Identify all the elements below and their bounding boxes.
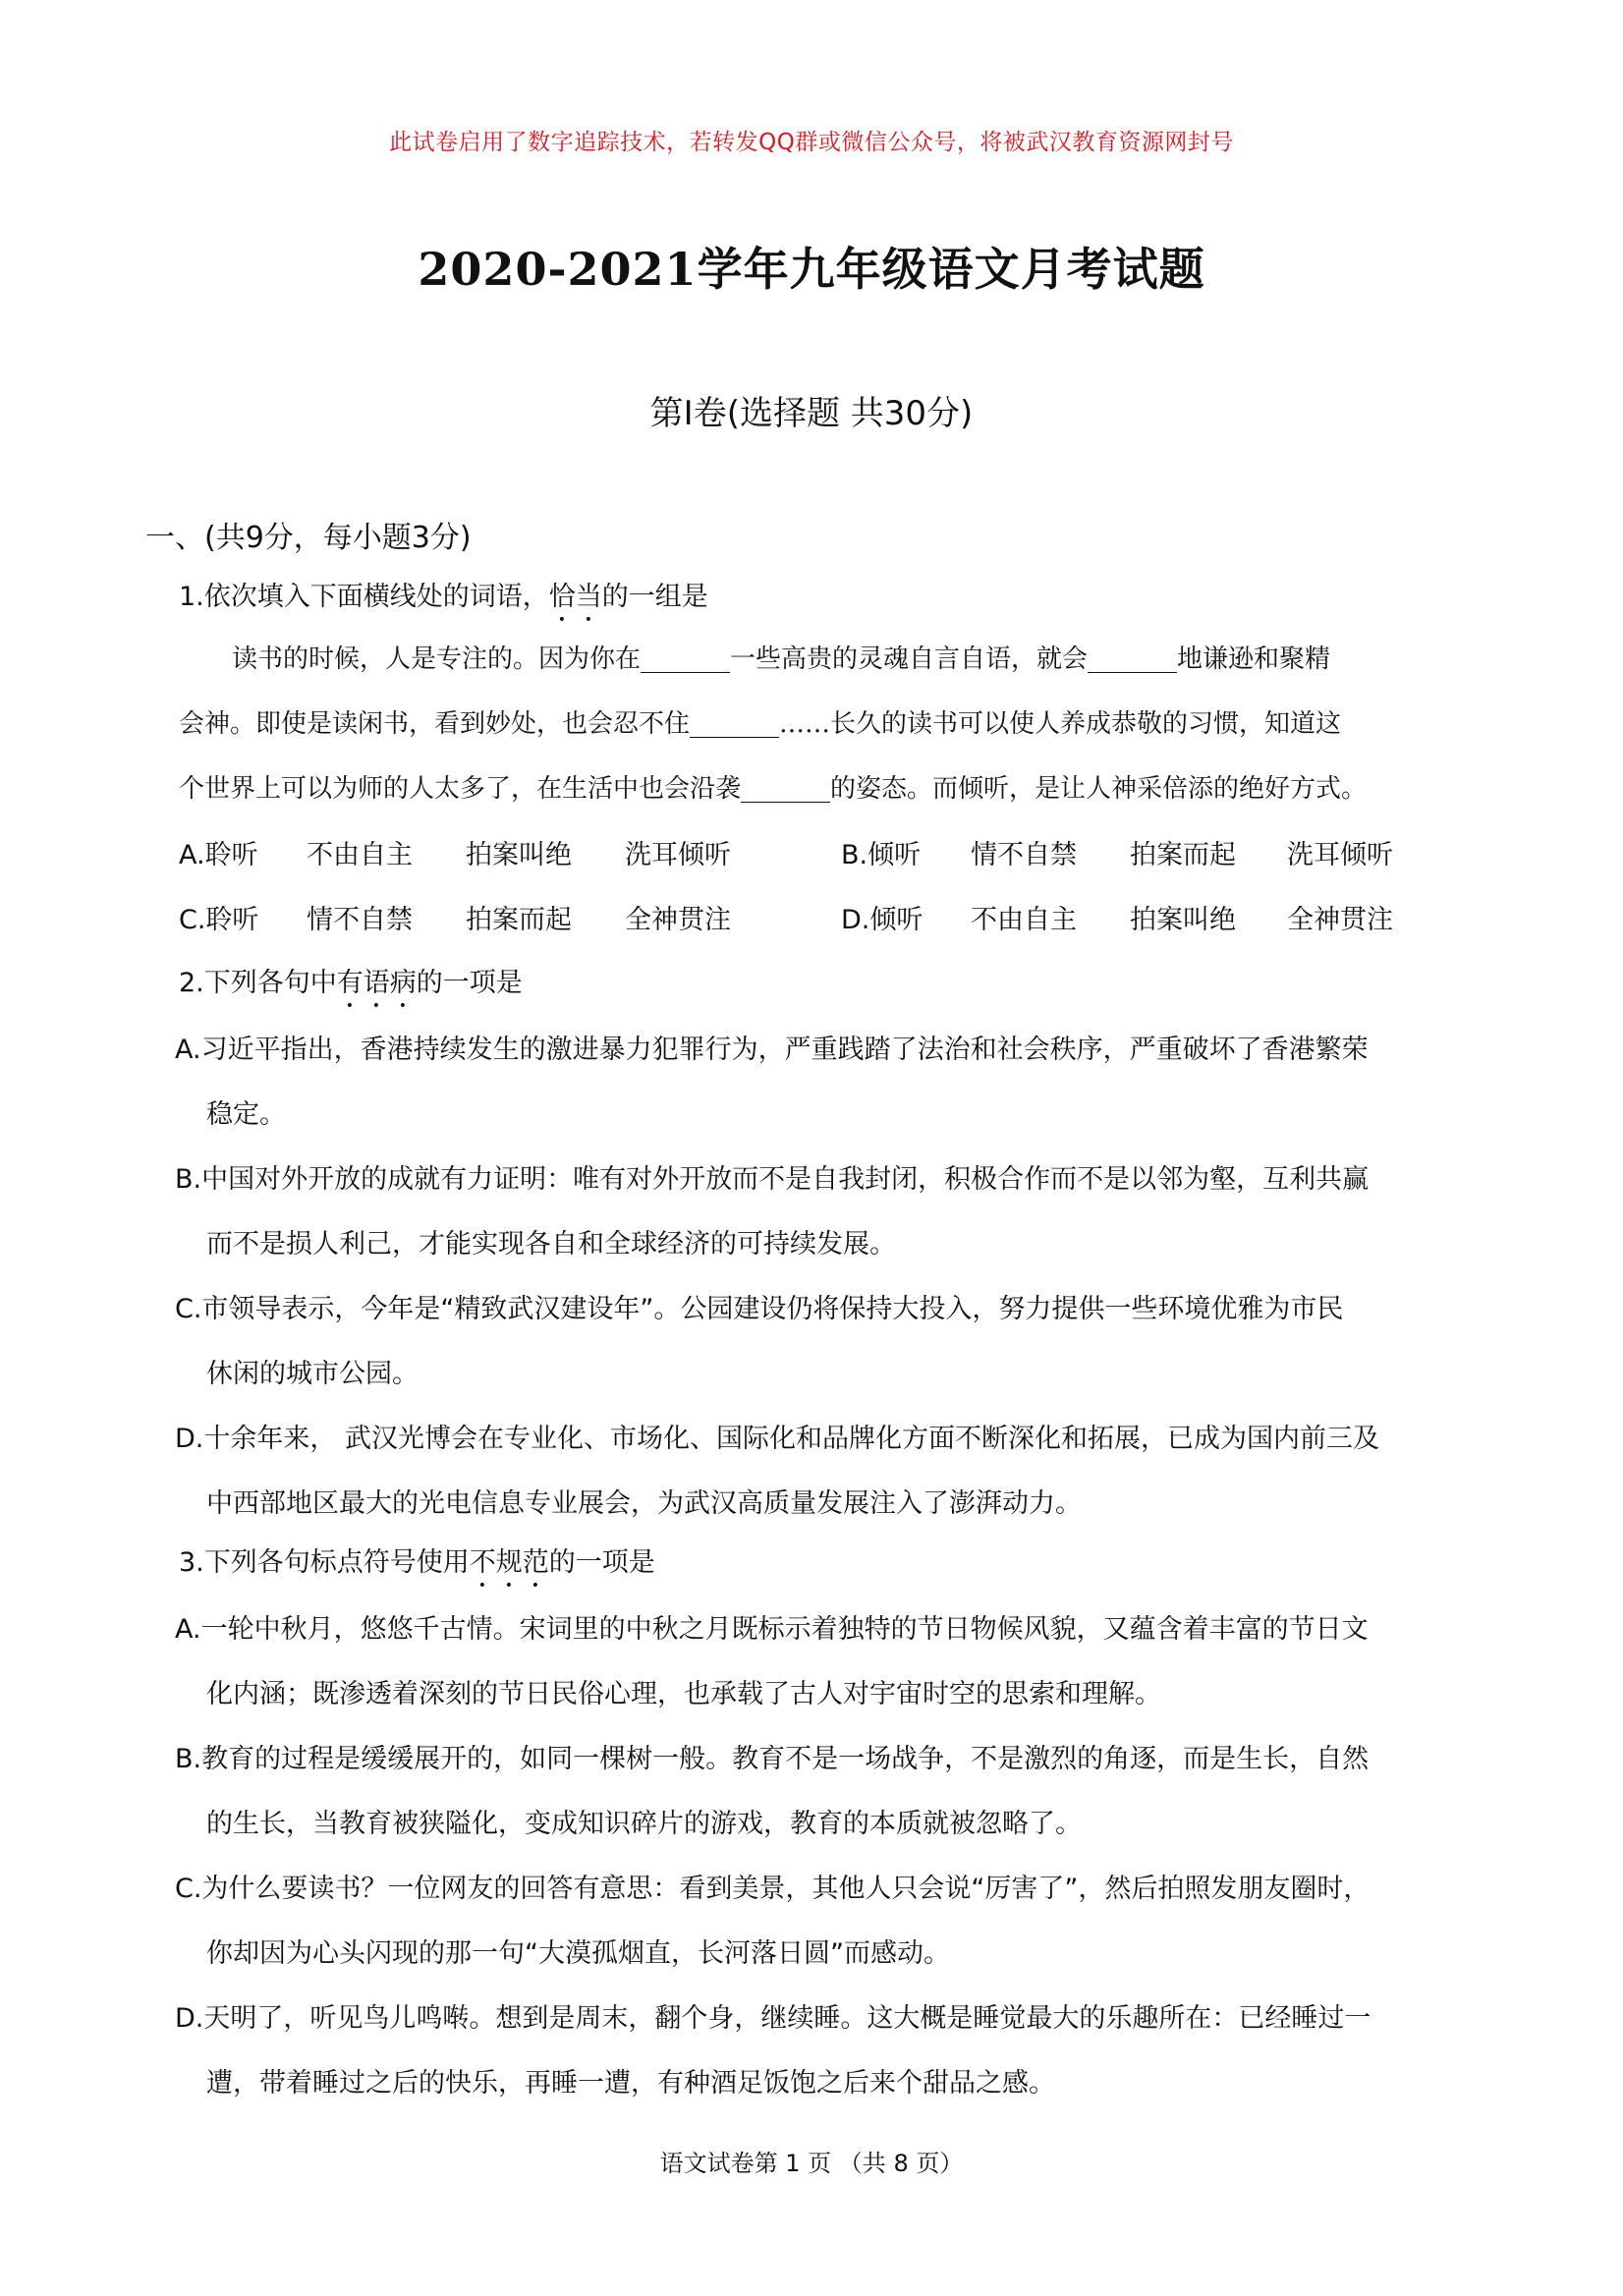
q2-option-line: 稳定。	[206, 1099, 286, 1130]
q2-option-line: B.中国对外开放的成就有力证明：唯有对外开放而不是自我封闭，积极合作而不是以邻为壑，互利共赢	[175, 1164, 1370, 1195]
q1-option-c-label: C.聆听	[179, 905, 259, 935]
q1-option-d-label: D.倾听	[841, 905, 923, 935]
q1-option-b-label: B.倾听	[841, 840, 922, 870]
question-2-prefix: 2.下列各句中	[179, 968, 337, 998]
question-3-emphasis: 不规范	[469, 1547, 549, 1578]
q2-option-line: 而不是损人利己，才能实现各自和全球经济的可持续发展。	[206, 1229, 896, 1260]
q2-option-line: D.十余年来， 武汉光博会在专业化、市场化、国际化和品牌化方面不断深化和拓展，已成为国内前三及	[175, 1424, 1379, 1454]
q2-option-line: A.习近平指出，香港持续发生的激进暴力犯罪行为，严重践踏了法治和社会秩序，严重破坏了香港繁荣	[175, 1035, 1369, 1065]
question-2-stem	[179, 961, 523, 1014]
question-3-prefix: 3.下列各句标点符号使用	[179, 1547, 470, 1578]
q2-option-line: 休闲的城市公园。	[206, 1359, 419, 1389]
q3-option-line: D.天明了，听见鸟儿鸣啭。想到是周末，翻个身，继续睡。这大概是睡觉最大的乐趣所在：已经睡过一	[175, 2003, 1371, 2034]
q3-option-line: 的生长，当教育被狭隘化，变成知识碎片的游戏，教育的本质就被忽略了。	[206, 1809, 1082, 1839]
q1-option-a-label: A.聆听	[179, 840, 258, 870]
q1-option-a-word: 洗耳倾听	[625, 840, 731, 870]
q3-option-line: 化内涵；既渗透着深刻的节日民俗心理，也承载了古人对宇宙时空的思索和理解。	[206, 1679, 1161, 1709]
q3-option-line: A.一轮中秋月，悠悠千古情。宋词里的中秋之月既标示着独特的节日物候风貌，又蕴含着丰富的节日文	[175, 1614, 1369, 1645]
watermark-warning: 此试卷启用了数字追踪技术，若转发QQ群或微信公众号，将被武汉教育资源网封号	[389, 130, 1234, 155]
q3-option-line: C.为什么要读书？一位网友的回答有意思：看到美景，其他人只会说“厉害了”，然后拍照发朋友圈时，	[175, 1874, 1371, 1904]
section-heading: 一、(共9分，每小题3分)	[145, 521, 472, 555]
question-1-passage-line: 会神。即使是读闲书，看到妙处，也会忍不住_______……长久的读书可以使人养成恭敬的习惯，知道这	[179, 709, 1342, 739]
q1-option-d-word: 不由自主	[971, 905, 1077, 935]
question-1-suffix: 的一组是	[601, 582, 708, 612]
q1-option-b-word: 情不自禁	[971, 840, 1077, 870]
question-2-emphasis: 有语病	[336, 968, 417, 998]
question-1-emphasis: 恰当	[548, 582, 602, 612]
q1-option-c-word: 情不自禁	[307, 905, 413, 935]
q3-option-line: 你却因为心头闪现的那一句“大漠孤烟直，长河落日圆”而感动。	[206, 1938, 950, 1969]
question-3-stem	[179, 1540, 655, 1594]
q2-option-line: 中西部地区最大的光电信息专业展会，为武汉高质量发展注入了澎湃动力。	[206, 1488, 1082, 1519]
q1-option-b-word: 拍案而起	[1130, 840, 1236, 870]
q3-option-line: 遭，带着睡过之后的快乐，再睡一遭，有种酒足饭饱之后来个甜品之感。	[206, 2068, 1055, 2099]
q1-option-a-word: 拍案叫绝	[466, 840, 572, 870]
q1-option-d-word: 全神贯注	[1287, 905, 1393, 935]
question-1-stem	[179, 575, 708, 628]
page-footer: 语文试卷第 1 页 （共 8 页）	[659, 2150, 964, 2177]
q1-option-c-word: 全神贯注	[625, 905, 731, 935]
section-subtitle: 第Ⅰ卷(选择题 共30分)	[649, 394, 974, 433]
question-1-prefix: 1.依次填入下面横线处的词语，	[179, 582, 549, 612]
q1-option-b-word: 洗耳倾听	[1287, 840, 1393, 870]
q1-option-a-word: 不由自主	[307, 840, 413, 870]
q1-option-c-word: 拍案而起	[466, 905, 572, 935]
question-1-passage-line: 个世界上可以为师的人太多了，在生活中也会沿袭_______的姿态。而倾听，是让人神采倍添的绝好方式。	[179, 774, 1368, 804]
question-2-suffix: 的一项是	[416, 968, 523, 998]
page-title: 2020-2021学年九年级语文月考试题	[418, 243, 1205, 296]
q1-option-d-word: 拍案叫绝	[1130, 905, 1236, 935]
q2-option-line: C.市领导表示，今年是“精致武汉建设年”。公园建设仍将保持大投入，努力提供一些环境优雅为市民	[175, 1294, 1344, 1324]
q3-option-line: B.教育的过程是缓缓展开的，如同一棵树一般。教育不是一场战争，不是激烈的角逐，而是生长，自然	[175, 1744, 1370, 1774]
question-3-suffix: 的一项是	[548, 1547, 655, 1578]
question-1-passage-line: 读书的时候，人是专注的。因为你在_______一些高贵的灵魂自言自语，就会_______地谦逊和聚精	[232, 644, 1331, 674]
